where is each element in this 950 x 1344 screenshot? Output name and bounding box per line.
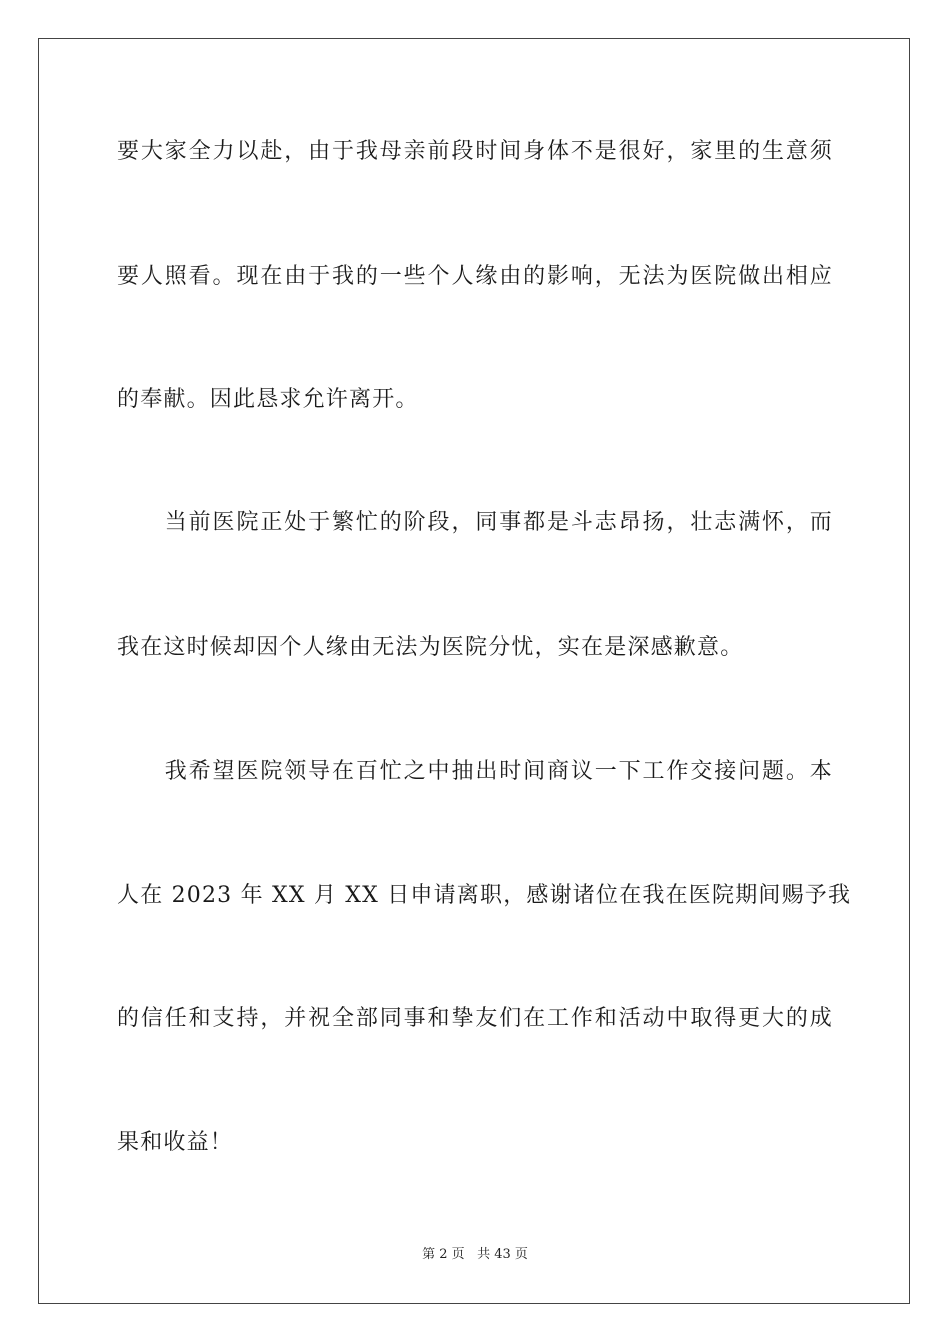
body-text-line: 的奉献。因此恳求允许离开。 — [117, 387, 419, 412]
body-text-line: 的信任和支持，并祝全部同事和挚友们在工作和活动中取得更大的成 — [117, 1006, 833, 1031]
body-text-line: 果和收益！ — [117, 1130, 234, 1155]
body-text-line: 我在这时候却因个人缘由无法为医院分忧，实在是深感歉意。 — [117, 635, 744, 660]
page-footer — [0, 1246, 950, 1264]
body-text-line: 要大家全力以赴，由于我母亲前段时间身体不是很好，家里的生意须 — [117, 139, 833, 164]
page-number: 第 2 页 — [422, 1247, 465, 1262]
page-frame — [38, 38, 910, 1304]
body-text-line: 人在 2023 年 XX 月 XX 日申请离职，感谢诸位在我在医院期间赐予我 — [117, 883, 852, 908]
body-text-line: 要人照看。现在由于我的一些个人缘由的影响，无法为医院做出相应 — [117, 264, 833, 289]
body-text-line: 我希望医院领导在百忙之中抽出时间商议一下工作交接问题。本 — [117, 759, 833, 784]
page-total: 共 43 页 — [477, 1247, 528, 1262]
body-text-line: 当前医院正处于繁忙的阶段，同事都是斗志昂扬，壮志满怀，而 — [117, 510, 833, 535]
